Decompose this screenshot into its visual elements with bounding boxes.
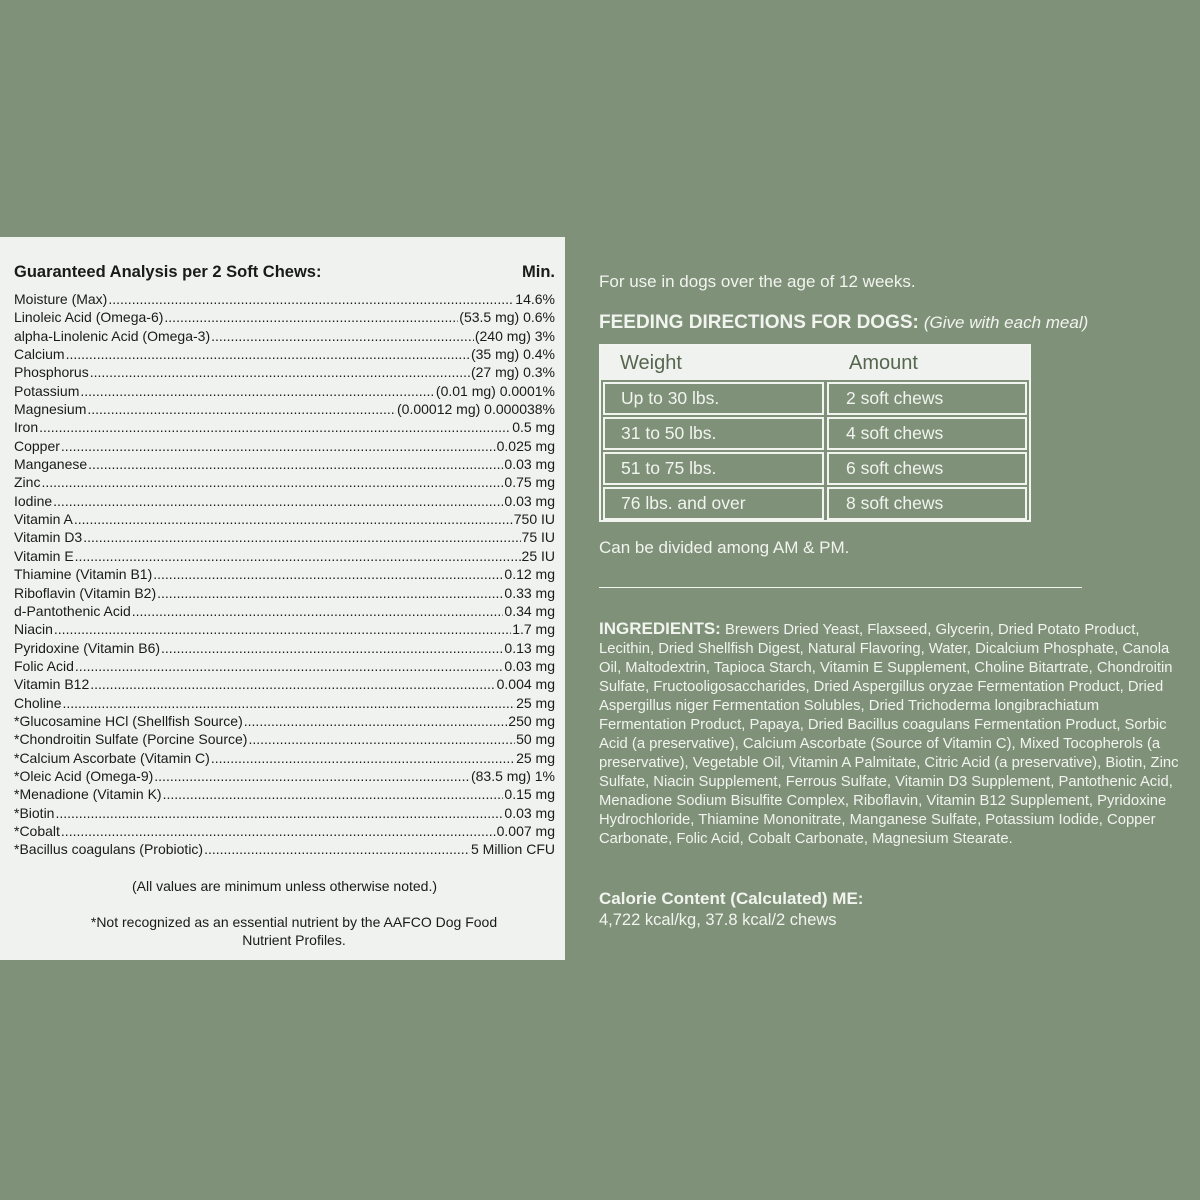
analysis-row	[14, 584, 555, 602]
nutrient-value: 0.03 mg	[504, 456, 555, 473]
nutrient-value: (0.00012 mg) 0.000038%	[397, 401, 555, 418]
nutrient-value: 0.025 mg	[496, 437, 555, 454]
feeding-table-header	[601, 346, 1029, 380]
feeding-row	[603, 452, 1027, 485]
analysis-row	[14, 620, 555, 638]
dot-leader	[66, 345, 470, 363]
nutrient-name: Vitamin A	[14, 511, 73, 528]
analysis-row	[14, 657, 555, 675]
amount-column-header: Amount	[849, 351, 918, 374]
analysis-row	[14, 308, 555, 326]
dot-leader	[163, 785, 504, 803]
analysis-row	[14, 547, 555, 565]
analysis-row	[14, 437, 555, 455]
nutrient-value: 5 Million CFU	[470, 841, 555, 858]
dot-leader	[54, 620, 511, 638]
nutrient-name: Calcium	[14, 346, 65, 363]
amount-cell: 4 soft chews	[827, 417, 1027, 450]
analysis-row	[14, 473, 555, 491]
nutrient-value: 0.03 mg	[504, 657, 555, 674]
dot-leader	[83, 528, 520, 546]
nutrient-name: Potassium	[14, 382, 80, 399]
nutrient-value: 0.12 mg	[504, 566, 555, 583]
analysis-row	[14, 767, 555, 785]
nutrient-value: 0.15 mg	[504, 786, 555, 803]
ingredients-block	[599, 619, 1189, 849]
feeding-table	[599, 344, 1031, 522]
nutrient-name: Riboflavin (Vitamin B2)	[14, 584, 157, 601]
dot-leader	[157, 584, 503, 602]
nutrient-value: 75 IU	[521, 529, 555, 546]
dot-leader	[61, 822, 496, 840]
analysis-row	[14, 455, 555, 473]
analysis-row	[14, 840, 555, 858]
nutrient-name: *Glucosamine HCl (Shellfish Source)	[14, 712, 243, 729]
nutrient-name: Vitamin D3	[14, 529, 83, 546]
nutrient-name: Choline	[14, 694, 62, 711]
dot-leader	[108, 290, 514, 308]
dot-leader	[204, 840, 470, 858]
nutrient-value: 25 IU	[521, 547, 555, 564]
nutrient-value: 0.34 mg	[504, 602, 555, 619]
analysis-row	[14, 565, 555, 583]
dot-leader	[161, 639, 503, 657]
dot-leader	[248, 730, 515, 748]
nutrient-name: Folic Acid	[14, 657, 74, 674]
dot-leader	[75, 657, 503, 675]
calorie-block	[599, 888, 863, 931]
minimum-note: (All values are minimum unless otherwise noted.)	[131, 877, 437, 894]
dot-leader	[164, 308, 458, 326]
analysis-row	[14, 345, 555, 363]
analysis-row	[14, 639, 555, 657]
min-label: Min.	[522, 263, 555, 281]
guaranteed-analysis-panel	[0, 237, 565, 960]
nutrient-value: 25 mg	[516, 749, 555, 766]
nutrient-value: (240 mg) 3%	[474, 327, 555, 344]
analysis-row	[14, 804, 555, 822]
nutrient-value: (35 mg) 0.4%	[470, 346, 555, 363]
dot-leader	[211, 749, 515, 767]
dot-leader	[211, 327, 474, 345]
nutrient-name: Copper	[14, 437, 60, 454]
dot-leader	[132, 602, 504, 620]
dot-leader	[75, 547, 521, 565]
dot-leader	[62, 694, 515, 712]
analysis-row	[14, 712, 555, 730]
nutrient-value: 1.7 mg	[512, 621, 555, 638]
nutrient-name: Pyridoxine (Vitamin B6)	[14, 639, 161, 656]
analysis-row	[14, 675, 555, 693]
nutrient-name: *Calcium Ascorbate (Vitamin C)	[14, 749, 210, 766]
nutrient-name: Zinc	[14, 474, 41, 491]
nutrient-name: alpha-Linolenic Acid (Omega-3)	[14, 327, 211, 344]
nutrient-name: Phosphorus	[14, 364, 89, 381]
nutrient-value: 0.03 mg	[504, 492, 555, 509]
feeding-heading	[599, 312, 1088, 334]
nutrient-value: 14.6%	[515, 291, 555, 307]
nutrient-value: 0.33 mg	[504, 584, 555, 601]
dot-leader	[55, 804, 503, 822]
feeding-row	[603, 382, 1027, 415]
nutrient-name: Iodine	[14, 492, 53, 509]
nutrient-name: *Chondroitin Sulfate (Porcine Source)	[14, 731, 248, 748]
nutrient-value: 0.007 mg	[496, 822, 555, 839]
dot-leader	[90, 363, 470, 381]
nutrient-name: Moisture (Max)	[14, 291, 108, 307]
weight-cell: Up to 30 lbs.	[603, 382, 824, 415]
nutrient-name: *Cobalt	[14, 822, 60, 839]
dot-leader	[154, 767, 470, 785]
analysis-row	[14, 785, 555, 803]
analysis-row	[14, 363, 555, 381]
nutrient-value: 50 mg	[516, 731, 555, 748]
amount-cell: 2 soft chews	[827, 382, 1027, 415]
weight-cell: 76 lbs. and over	[603, 487, 824, 520]
dot-leader	[244, 712, 508, 730]
nutrient-name: Niacin	[14, 621, 53, 638]
dot-leader	[153, 565, 503, 583]
analysis-row	[14, 730, 555, 748]
aafco-note: *Not recognized as an essential nutrient by the AAFCO Dog Food Nutrient Profiles.	[90, 913, 498, 948]
analysis-header	[14, 263, 555, 282]
ingredients-text: Brewers Dried Yeast, Flaxseed, Glycerin, Dried Potato Product, Lecithin, Dried Shellfish Digest, Natural Flavoring, Water, Dicalcium Phosphate, Canola Oil, Maltodextrin, Tapioca Starch, Vitamin E Supplement, Choline Bitartrate, Chondroitin Sulfate, Fructooligosaccharides, Dried Aspergillus oryzae Fermentation Product, Dried Aspergillus niger Fermentation Solubles, Dried Trichoderma longibrachiatum Fermentation Product, Papaya, Dried Bacillus coagulans Fermentation Product, Sorbic Acid (a preservative), Calcium Ascorbate (Source of Vitamin C), Mixed Tocopherols (a preservative), Vegetable Oil, Vitamin A Palmitate, Citric Acid (a preservative), Biotin, Zinc Sulfate, Niacin Supplement, Ferrous Sulfate, Vitamin D3 Supplement, Pantothenic Acid, Menadione Sodium Bisulfite Complex, Riboflavin, Vitamin B12 Supplement, Pyridoxine Hydrochloride, Thiamine Mononitrate, Manganese Sulfate, Potassium Iodide, Copper Carbonate, Folic Acid, Cobalt Carbonate, Magnesium Stearate.	[599, 622, 1179, 847]
nutrient-name: *Bacillus coagulans (Probiotic)	[14, 841, 204, 858]
dot-leader	[74, 510, 513, 528]
nutrient-value: 25 mg	[516, 694, 555, 711]
analysis-row	[14, 602, 555, 620]
feeding-subtitle: (Give with each meal)	[923, 313, 1089, 332]
nutrient-name: Iron	[14, 419, 39, 436]
analysis-row	[14, 290, 555, 308]
dot-leader	[61, 437, 496, 455]
analysis-row	[14, 382, 555, 400]
usage-note: For use in dogs over the age of 12 weeks.	[599, 272, 916, 291]
analysis-row	[14, 510, 555, 528]
nutrient-value: 0.5 mg	[512, 419, 555, 436]
analysis-rows	[14, 290, 555, 859]
nutrient-value: 0.004 mg	[496, 676, 555, 693]
calorie-value: 4,722 kcal/kg, 37.8 kcal/2 chews	[599, 911, 837, 929]
feeding-table-body	[603, 382, 1027, 520]
divider	[599, 587, 1082, 588]
nutrient-value: 0.03 mg	[504, 804, 555, 821]
feeding-row	[603, 417, 1027, 450]
analysis-row	[14, 822, 555, 840]
nutrient-name: Manganese	[14, 456, 88, 473]
nutrient-value: (27 mg) 0.3%	[470, 364, 555, 381]
nutrient-value: 750 IU	[513, 511, 555, 528]
analysis-row	[14, 327, 555, 345]
nutrient-name: *Menadione (Vitamin K)	[14, 786, 162, 803]
dot-leader	[53, 492, 503, 510]
dot-leader	[41, 473, 503, 491]
nutrient-value: 0.13 mg	[504, 639, 555, 656]
nutrient-value: 0.75 mg	[504, 474, 555, 491]
analysis-row	[14, 418, 555, 436]
analysis-row	[14, 400, 555, 418]
nutrient-name: *Biotin	[14, 804, 55, 821]
ingredients-label: INGREDIENTS:	[599, 619, 721, 638]
analysis-row	[14, 749, 555, 767]
dot-leader	[87, 400, 396, 418]
nutrient-name: Vitamin B12	[14, 676, 90, 693]
nutrient-value: (0.01 mg) 0.0001%	[435, 382, 555, 399]
feeding-title: FEEDING DIRECTIONS FOR DOGS:	[599, 312, 919, 333]
nutrient-name: Magnesium	[14, 401, 87, 418]
nutrient-name: d-Pantothenic Acid	[14, 602, 131, 619]
nutrient-name: *Oleic Acid (Omega-9)	[14, 767, 154, 784]
analysis-row	[14, 492, 555, 510]
analysis-title: Guaranteed Analysis per 2 Soft Chews:	[14, 263, 322, 281]
analysis-row	[14, 694, 555, 712]
nutrient-name: Vitamin E	[14, 547, 74, 564]
calorie-label: Calorie Content (Calculated) ME:	[599, 889, 864, 908]
weight-cell: 31 to 50 lbs.	[603, 417, 824, 450]
divided-note: Can be divided among AM & PM.	[599, 538, 850, 557]
weight-cell: 51 to 75 lbs.	[603, 452, 824, 485]
nutrient-value: 250 mg	[508, 712, 555, 729]
amount-cell: 6 soft chews	[827, 452, 1027, 485]
feeding-row	[603, 487, 1027, 520]
weight-column-header: Weight	[620, 351, 682, 374]
nutrient-name: Linoleic Acid (Omega-6)	[14, 309, 164, 326]
amount-cell: 8 soft chews	[827, 487, 1027, 520]
nutrient-name: Thiamine (Vitamin B1)	[14, 566, 153, 583]
dot-leader	[39, 418, 511, 436]
dot-leader	[90, 675, 495, 693]
dot-leader	[80, 382, 435, 400]
analysis-row	[14, 528, 555, 546]
nutrient-value: (83.5 mg) 1%	[470, 767, 555, 784]
nutrient-value: (53.5 mg) 0.6%	[459, 309, 555, 326]
dot-leader	[88, 455, 503, 473]
